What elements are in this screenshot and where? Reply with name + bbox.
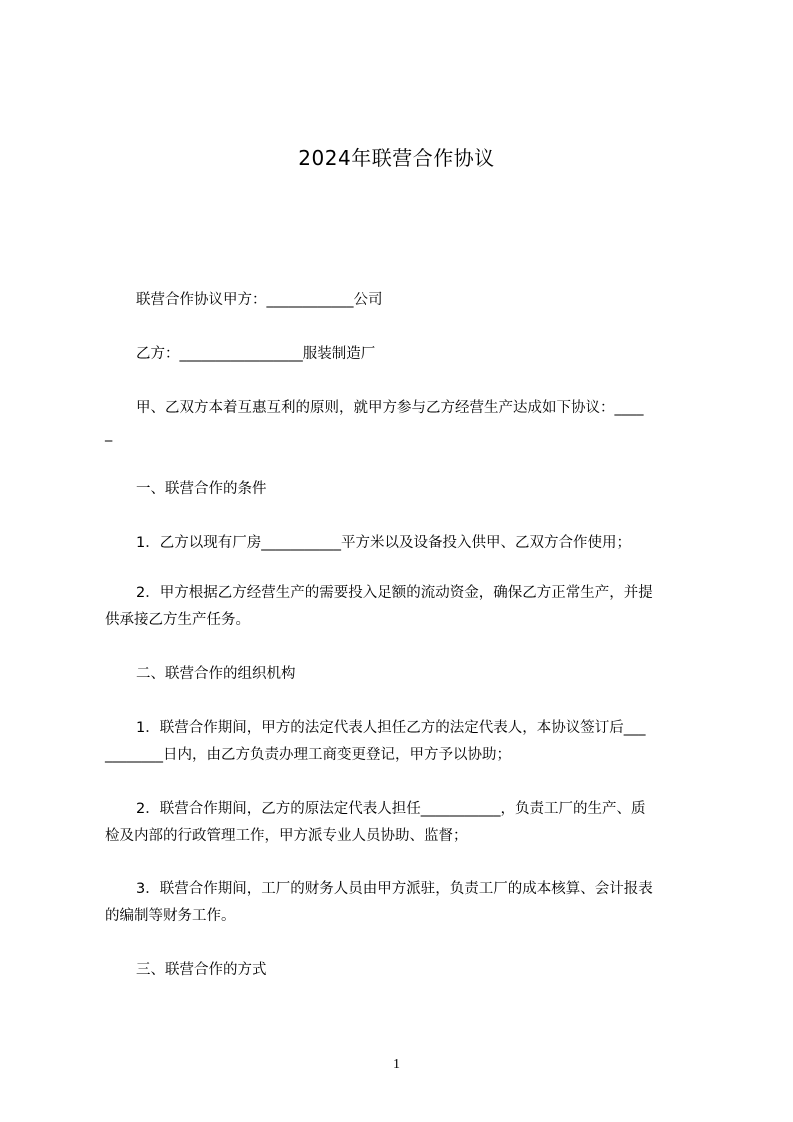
section-2-heading: 二、联营合作的组织机构 [136,666,296,682]
section-1-item-2-line-2: 供承接乙方生产任务。 [105,612,250,628]
preamble-line-1: 甲、乙双方本着互惠互利的原则，就甲方参与乙方经营生产达成如下协议：____ [136,400,644,416]
section-1-item-1: 1．乙方以现有厂房___________平方米以及设备投入供甲、乙双方合作使用； [136,535,631,551]
section-3-heading: 三、联营合作的方式 [136,962,267,978]
section-2-item-2-line-2: 检及内部的行政管理工作，甲方派专业人员协助、监督； [105,828,468,844]
section-1-heading: 一、联营合作的条件 [136,481,267,497]
section-2-item-3-line-2: 的编制等财务工作。 [105,908,236,924]
document-title: 2024年联营合作协议 [298,146,495,170]
party-b-line: 乙方：_________________服装制造厂 [136,346,376,362]
section-2-item-1-line-1: 1．联营合作期间，甲方的法定代表人担任乙方的法定代表人，本协议签订后___ [136,720,646,736]
page-number: 1 [393,1057,400,1072]
preamble-line-2: _ [105,426,113,442]
party-a-line: 联营合作协议甲方：____________公司 [136,292,383,308]
section-2-item-2-line-1: 2．联营合作期间，乙方的原法定代表人担任___________，负责工厂的生产、质 [136,801,646,817]
section-1-item-2-line-1: 2．甲方根据乙方经营生产的需要投入足额的流动资金，确保乙方正常生产，并提 [136,585,653,601]
section-2-item-1-line-2: ________日内，由乙方负责办理工商变更登记，甲方予以协助； [105,747,511,763]
section-2-item-3-line-1: 3．联营合作期间，工厂的财务人员由甲方派驻，负责工厂的成本核算、会计报表 [136,881,653,897]
